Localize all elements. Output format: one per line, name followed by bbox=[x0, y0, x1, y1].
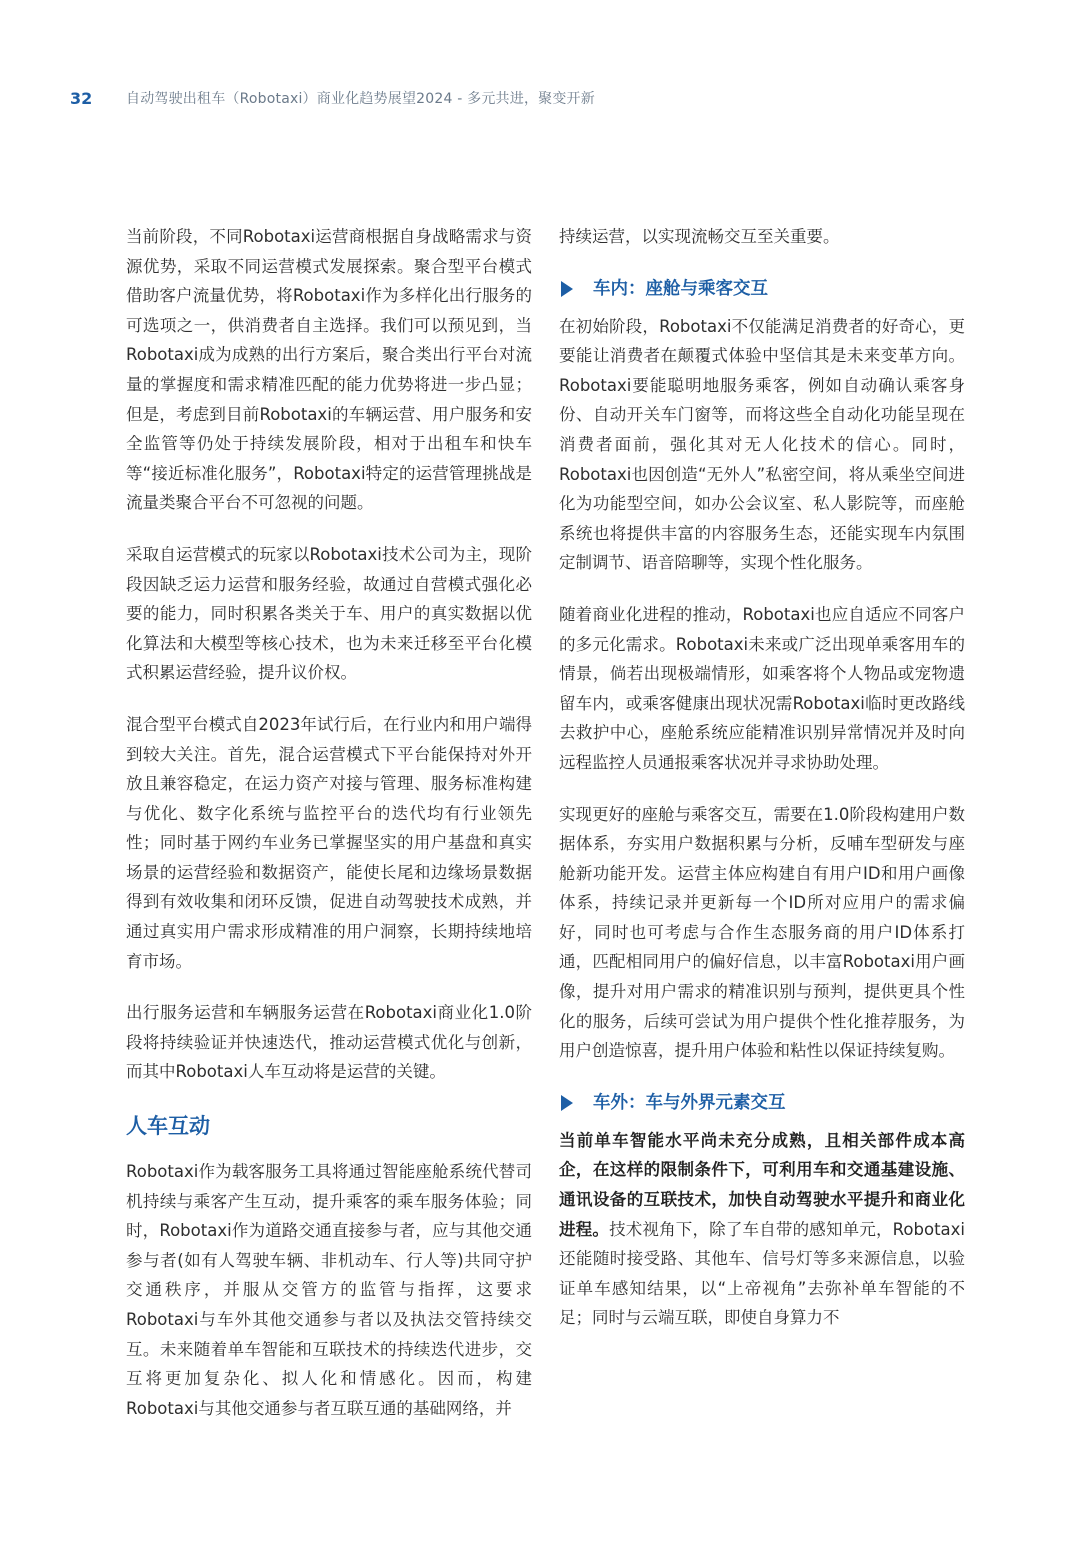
paragraph: 混合型平台模式自2023年试行后，在行业内和用户端得到较大关注。首先，混合运营模式下平台能保持对外开放且兼容稳定，在运力资产对接与管理、服务标准构建与优化、数字化系统与监控平台的迭代均有行业领先性；同时基于网约车业务已掌握坚实的用户基盘和真实场景的运营经验和数据资产，能使长尾和边缘场景数据得到有效收集和闭环反馈，促进自动驾驶技术成熟，并通过真实用户需求形成精准的用户洞察，长期持续地培育市场。 bbox=[126, 714, 532, 971]
paragraph bbox=[559, 1126, 965, 1333]
triangle-bullet-icon bbox=[561, 1095, 573, 1111]
paragraph-text: 技术视角下，除了车自带的感知单元，Robotaxi还能随时接受路、其他车、信号灯等多来源信息，以验证单车感知结果，以“上帝视角”去弥补单车智能的不足；同时与云端互联，即使自身算力不 bbox=[559, 1219, 965, 1328]
page-header bbox=[70, 86, 1040, 110]
triangle-bullet-icon bbox=[561, 281, 573, 297]
subsection-heading bbox=[559, 274, 965, 304]
left-column bbox=[126, 222, 532, 1445]
page-number: 32 bbox=[70, 88, 93, 108]
paragraph: 实现更好的座舱与乘客交互，需要在1.0阶段构建用户数据体系，夯实用户数据积累与分析，反哺车型研发与座舱新功能开发。运营主体应构建自有用户ID和用户画像体系，持续记录并更新每一个ID所对应用户的需求偏好，同时也可考虑与合作生态服务商的用户ID体系打通，匹配相同用户的偏好信息，以丰富Robotaxi用户画像，提升对用户需求的精准识别与预判，提供更具个性化的服务，后续可尝试为用户提供个性化推荐服务，为用户创造惊喜，提升用户体验和粘性以保证持续复购。 bbox=[559, 804, 965, 1061]
paragraph: 当前阶段，不同Robotaxi运营商根据自身战略需求与资源优势，采取不同运营模式发展探索。聚合型平台模式借助客户流量优势，将Robotaxi作为多样化出行服务的可选项之一，供消费者自主选择。我们可以预见到，当Robotaxi成为成熟的出行方案后，聚合类出行平台对流量的掌握度和需求精准匹配的能力优势将进一步凸显；但是，考虑到目前Robotaxi的车辆运营、用户服务和安全监管等仍处于持续发展阶段，相对于出租车和快车等“接近标准化服务”，Robotaxi特定的运营管理挑战是流量类聚合平台不可忽视的问题。 bbox=[126, 227, 532, 513]
paragraph: 在初始阶段，Robotaxi不仅能满足消费者的好奇心，更要能让消费者在颠覆式体验中坚信其是未来变革方向。Robotaxi要能聪明地服务乘客，例如自动确认乘客身份、自动开关车门窗等，而将这些全自动化功能呈现在消费者面前，强化其对无人化技术的信心。同时，Robotaxi也因创造“无外人”私密空间，将从乘坐空间进化为功能型空间，如办公会议室、私人影院等，而座舱系统也将提供丰富的内容服务生态，还能实现车内氛围定制调节、语音陪聊等，实现个性化服务。 bbox=[559, 316, 965, 573]
paragraph: 出行服务运营和车辆服务运营在Robotaxi商业化1.0阶段将持续验证并快速迭代，推动运营模式优化与创新，而其中Robotaxi人车互动将是运营的关键。 bbox=[126, 1003, 532, 1082]
subsection-title: 车外：车与外界元素交互 bbox=[593, 1092, 786, 1113]
paragraph: 随着商业化进程的推动，Robotaxi也应自适应不同客户的多元化需求。Robotaxi未来或广泛出现单乘客用车的情景，倘若出现极端情形，如乘客将个人物品或宠物遗留车内，或乘客健康出现状况需Robotaxi临时更改路线去救护中心，座舱系统应能精准识别异常情况并及时向远程监控人员通报乘客状况并寻求协助处理。 bbox=[559, 604, 965, 772]
running-title: 自动驾驶出租车（Robotaxi）商业化趋势展望2024 - 多元共进，聚变开新 bbox=[126, 91, 595, 107]
bold-lead-text: 当前单车智能水平尚未充分成熟，且相关部件成本高企，在这样的限制条件下，可利用车和交通基建设施、通讯设备的互联技术，加快自动驾驶水平提升和商业化进程。 bbox=[559, 1130, 965, 1239]
subsection-heading bbox=[559, 1088, 965, 1118]
paragraph: 采取自运营模式的玩家以Robotaxi技术公司为主，现阶段因缺乏运力运营和服务经验，故通过自营模式强化必要的能力，同时积累各类关于车、用户的真实数据以优化算法和大模型等核心技术，也为未来迁移至平台化模式积累运营经验，提升议价权。 bbox=[126, 544, 532, 683]
section-heading: 人车互动 bbox=[126, 1114, 210, 1139]
paragraph: Robotaxi作为载客服务工具将通过智能座舱系统代替司机持续与乘客产生互动，提升乘客的乘车服务体验；同时，Robotaxi作为道路交通直接参与者，应与其他交通参与者(如有人驾驶车辆、非机动车、行人等)共同守护交通秩序，并服从交管方的监管与指挥，这要求Robotaxi与车外其他交通参与者以及执法交管持续交互。未来随着单车智能和互联技术的持续迭代进步，交互将更加复杂化、拟人化和情感化。因而，构建Robotaxi与其他交通参与者互联互通的基础网络，并 bbox=[126, 1162, 532, 1418]
paragraph: 持续运营，以实现流畅交互至关重要。 bbox=[559, 227, 840, 246]
subsection-title: 车内：座舱与乘客交互 bbox=[593, 278, 768, 299]
right-column bbox=[559, 222, 965, 1355]
